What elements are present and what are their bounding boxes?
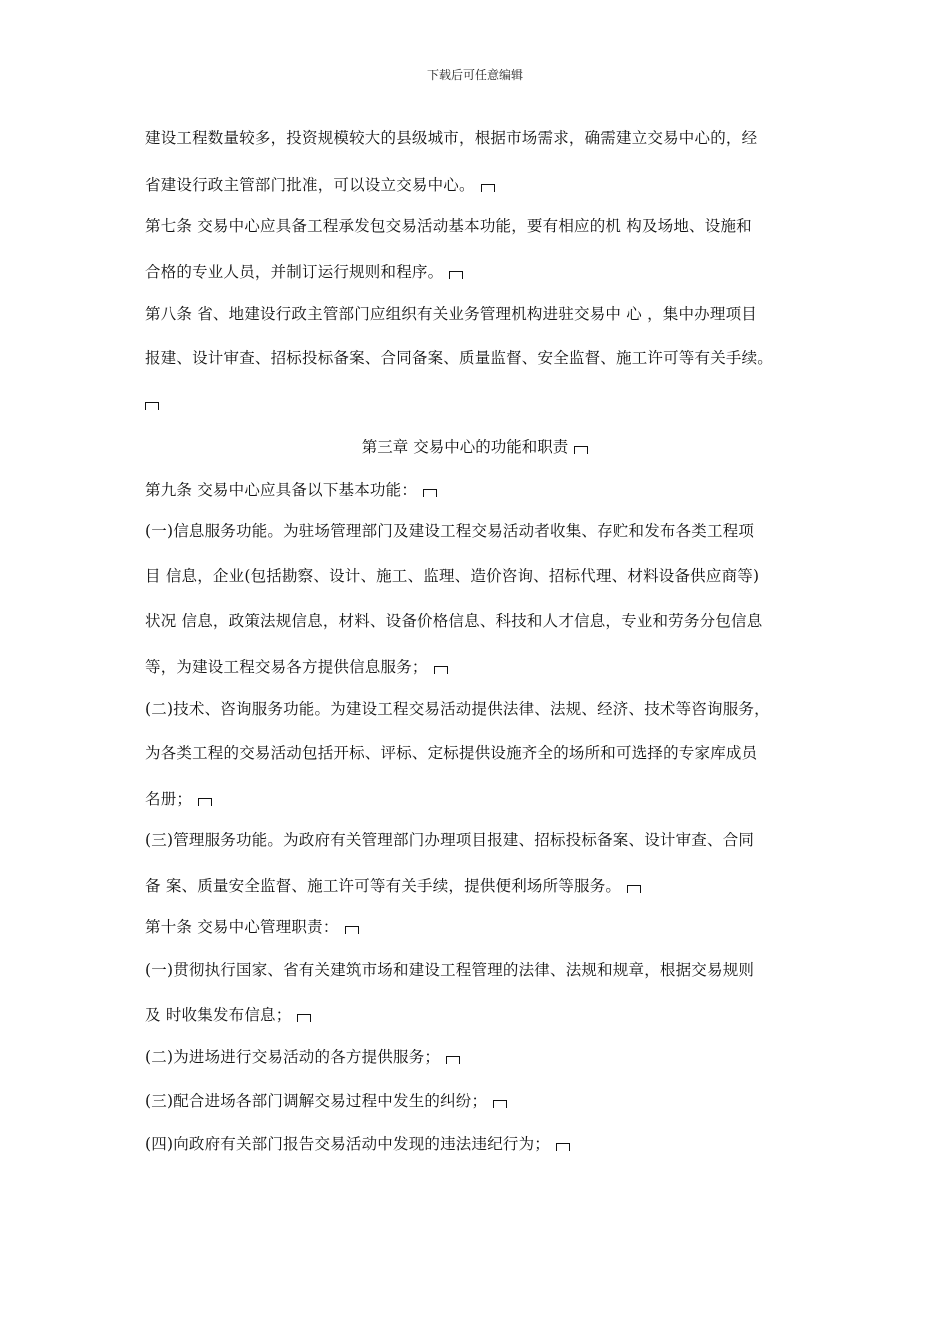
text-line: (一)贯彻执行国家、省有关建筑市场和建设工程管理的法律、法规和规章，根据交易规则 — [145, 961, 755, 979]
chapter-heading: 第三章 交易中心的功能和职责 — [0, 435, 950, 457]
text-line: 合格的专业人员，并制订运行规则和程序。 — [145, 260, 463, 282]
page-header: 下载后可任意编辑 — [426, 68, 523, 82]
text-line: 状况 信息，政策法规信息，材料、设备价格信息、科技和人才信息，专业和劳务分包信息 — [145, 612, 763, 630]
text-line: 省建设行政主管部门批准，可以设立交易中心。 — [145, 173, 495, 195]
text-line: (三)管理服务功能。为政府有关管理部门办理项目报建、招标投标备案、设计审查、合同 — [145, 831, 755, 849]
paragraph-mark-icon — [481, 184, 495, 192]
paragraph-mark-icon — [446, 1056, 460, 1064]
paragraph-mark-icon — [574, 446, 588, 454]
text-line: 等，为建设工程交易各方提供信息服务； — [145, 655, 448, 677]
paragraph-mark-icon — [556, 1143, 570, 1151]
text-line: 目 信息，企业(包括勘察、设计、施工、监理、造价咨询、招标代理、材料设备供应商等) — [145, 567, 760, 585]
paragraph-mark-icon — [449, 271, 463, 279]
text-line: (一)信息服务功能。为驻场管理部门及建设工程交易活动者收集、存贮和发布各类工程项 — [145, 522, 755, 540]
text-line: 备 案、质量安全监督、施工许可等有关手续，提供便利场所等服务。 — [145, 874, 641, 896]
text-line: 报建、设计审查、招标投标备案、合同备案、质量监督、安全监督、施工许可等有关手续。 — [145, 349, 774, 367]
paragraph-mark-icon — [423, 489, 437, 497]
text-line: 及 时收集发布信息； — [145, 1003, 311, 1025]
paragraph-mark-icon — [345, 926, 359, 934]
text-line: (二)为进场进行交易活动的各方提供服务； — [145, 1045, 460, 1067]
paragraph-mark-icon — [198, 798, 212, 806]
text-line: 第七条 交易中心应具备工程承发包交易活动基本功能，要有相应的机 构及场地、设施和 — [145, 217, 752, 235]
text-line: (四)向政府有关部门报告交易活动中发现的违法违纪行为； — [145, 1132, 570, 1154]
text-line: 第八条 省、地建设行政主管部门应组织有关业务管理机构进驻交易中 心 ，集中办理项目 — [145, 305, 757, 323]
text-line: 第十条 交易中心管理职责： — [145, 915, 359, 937]
text-line: (三)配合进场各部门调解交易过程中发生的纠纷； — [145, 1089, 507, 1111]
paragraph-mark-icon — [145, 402, 159, 410]
text-line: 第九条 交易中心应具备以下基本功能： — [145, 478, 437, 500]
paragraph-mark-icon — [297, 1014, 311, 1022]
text-line: 为各类工程的交易活动包括开标、评标、定标提供设施齐全的场所和可选择的专家库成员 — [145, 744, 758, 762]
text-line: 建设工程数量较多，投资规模较大的县级城市，根据市场需求，确需建立交易中心的，经 — [145, 129, 758, 147]
paragraph-mark-icon — [434, 666, 448, 674]
paragraph-mark-icon — [627, 885, 641, 893]
text-line: 名册； — [145, 787, 212, 809]
text-line — [145, 394, 159, 412]
paragraph-mark-icon — [493, 1100, 507, 1108]
text-line: (二)技术、咨询服务功能。为建设工程交易活动提供法律、法规、经济、技术等咨询服务， — [145, 700, 770, 718]
